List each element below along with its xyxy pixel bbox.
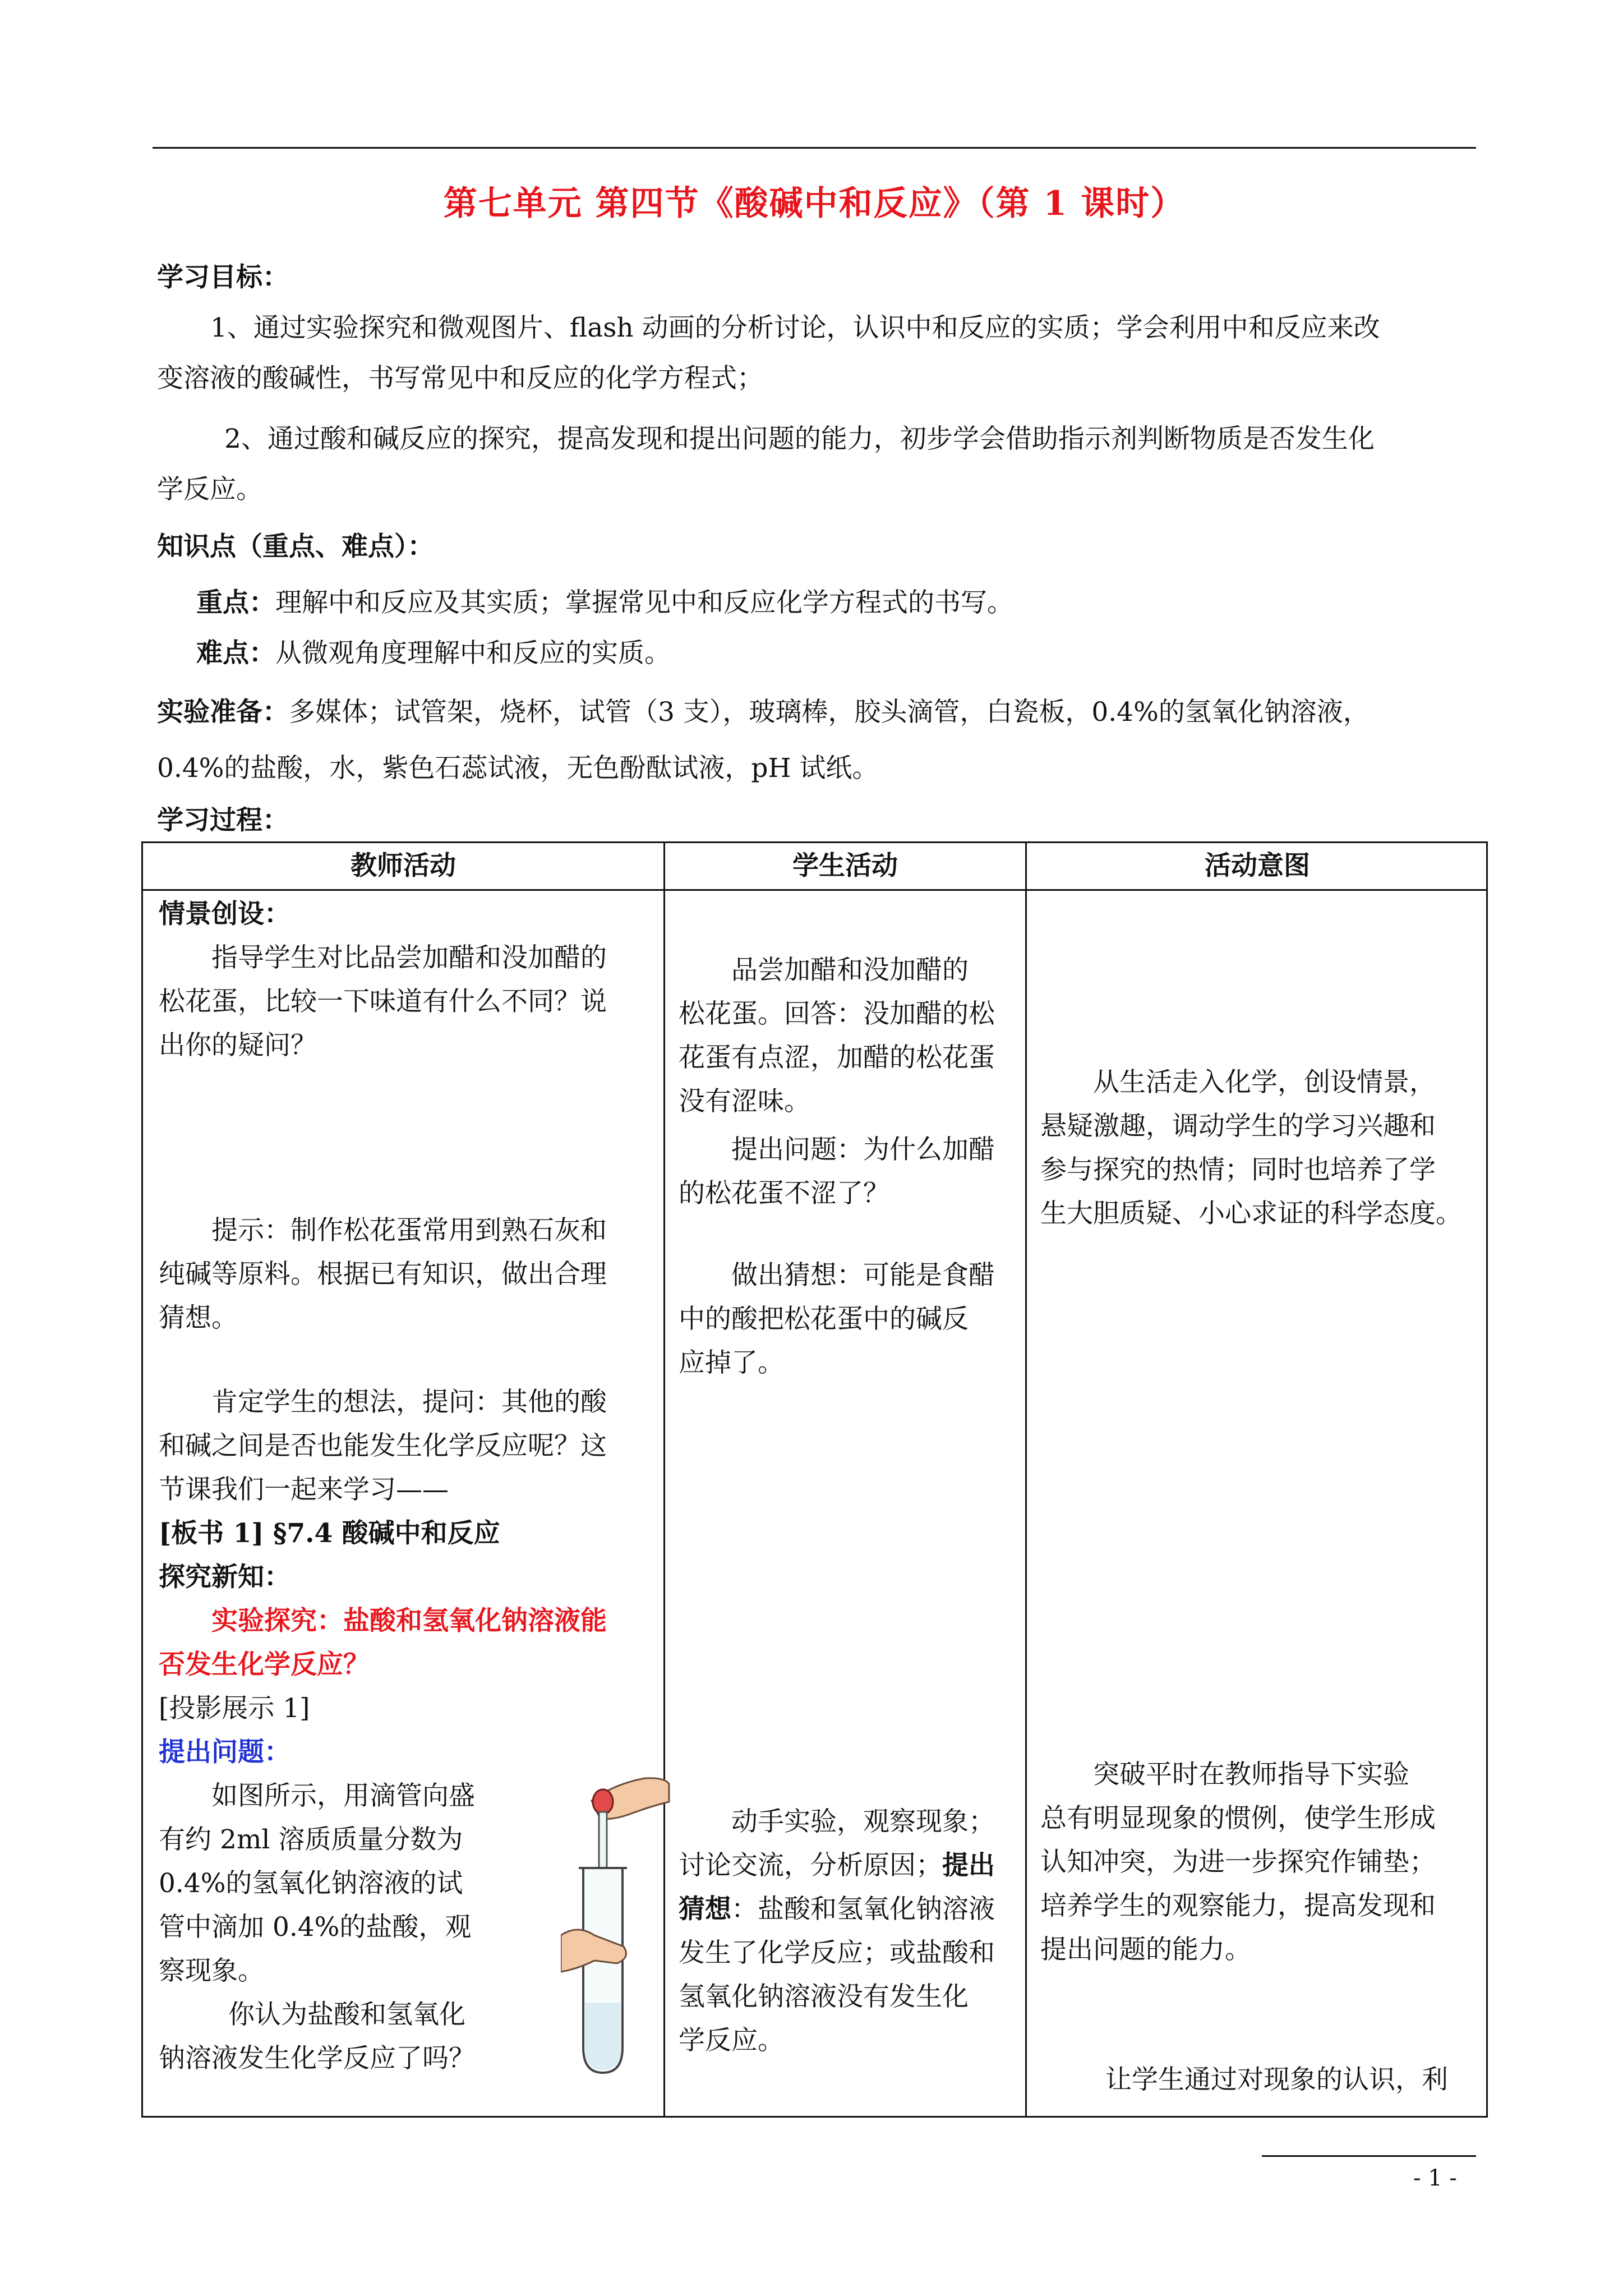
student-p4-l3b: ：盐酸和氢氧化钠溶液 <box>731 1894 995 1925</box>
student-p3-l3: 应掉了。 <box>679 1347 784 1378</box>
question2-l1: 你认为盐酸和氢氧化 <box>228 1999 465 2030</box>
header-intent: 活动意图 <box>1205 850 1310 881</box>
question-l4: 管中滴加 0.4%的盐酸，观 <box>159 1912 472 1943</box>
intent-p1-l1: 从生活走入化学，创设情景， <box>1093 1067 1436 1098</box>
process-table <box>141 841 1488 2118</box>
difficult-point-label: 难点： <box>196 638 275 669</box>
teacher-p1-l1: 指导学生对比品尝加醋和没加醋的 <box>211 942 607 973</box>
student-p4-l2 <box>679 1844 1021 1888</box>
teacher-p2-l2: 纯碱等原料。根据已有知识，做出合理 <box>159 1259 607 1290</box>
student-p1-l1: 品尝加醋和没加醋的 <box>731 955 969 986</box>
student-p4-l5: 氢氧化钠溶液没有发生化 <box>679 1981 969 2012</box>
prep-label: 实验准备： <box>157 697 289 728</box>
intent-p1-l4: 生大胆质疑、小心求证的科学态度。 <box>1040 1198 1462 1229</box>
question-l2: 有约 2ml 溶质质量分数为 <box>159 1824 463 1855</box>
intent-p3-l1: 让学生通过对现象的认识，利 <box>1105 2064 1448 2095</box>
teacher-p3-l1: 肯定学生的想法，提问：其他的酸 <box>211 1387 607 1418</box>
intent-p2-l3: 认知冲突，为进一步探究作铺垫； <box>1040 1847 1436 1878</box>
objective-1-line-1: 1、通过实验探究和微观图片、flash 动画的分析讨论，认识中和反应的实质；学会利用中和反应来改 <box>210 312 1380 343</box>
student-p4-l1: 动手实验，观察现象； <box>731 1806 995 1837</box>
student-p2-l2: 的松花蛋不涩了？ <box>679 1178 889 1209</box>
intent-p1-l2: 悬疑激趣，调动学生的学习兴趣和 <box>1040 1111 1436 1142</box>
objectives-heading: 学习目标： <box>157 262 289 293</box>
teacher-p1-l2: 松花蛋，比较一下味道有什么不同？说 <box>159 986 607 1017</box>
student-p4-l3a: 猜想 <box>679 1894 731 1925</box>
teacher-p2-l3: 猜想。 <box>159 1303 238 1333</box>
teacher-p3-l2: 和碱之间是否也能发生化学反应呢？这 <box>159 1430 607 1461</box>
header-rule <box>153 147 1476 149</box>
board-note: [板书 1] §7.4 酸碱中和反应 <box>159 1518 500 1549</box>
process-heading: 学习过程： <box>157 805 289 836</box>
question-l3: 0.4%的氢氧化钠溶液的试 <box>159 1868 463 1899</box>
header-teacher: 教师活动 <box>351 850 456 881</box>
question-l1: 如图所示，用滴管向盛 <box>211 1780 475 1811</box>
student-p4-l6: 学反应。 <box>679 2025 784 2056</box>
experiment-title-l1: 实验探究：盐酸和氢氧化钠溶液能 <box>211 1605 607 1636</box>
student-p3-l1: 做出猜想：可能是食醋 <box>731 1260 995 1291</box>
prep-text-1: 多媒体；试管架，烧杯，试管（3 支），玻璃棒，胶头滴管，白瓷板，0.4%的氢氧化钠溶液， <box>289 697 1370 728</box>
spacer <box>679 1216 1021 1254</box>
student-p1-l3: 花蛋有点涩，加醋的松花蛋 <box>679 1042 995 1073</box>
question2-l2: 钠溶液发生化学反应了吗？ <box>159 2043 475 2074</box>
intent-p2-l2: 总有明显现象的惯例，使学生形成 <box>1040 1803 1436 1834</box>
key-point <box>196 578 1013 628</box>
spacer <box>1040 1236 1483 1753</box>
teacher-p2-l1: 提示：制作松花蛋常用到熟石灰和 <box>211 1215 607 1246</box>
difficult-point-text: 从微观角度理解中和反应的实质。 <box>275 638 671 669</box>
spacer <box>159 1068 658 1209</box>
spacer <box>1040 1972 1483 2058</box>
footer-rule <box>1262 2155 1476 2157</box>
spacer <box>159 1340 658 1381</box>
question-heading: 提出问题： <box>159 1737 291 1768</box>
key-point-label: 重点： <box>196 587 275 618</box>
intent-p2-l4: 培养学生的观察能力，提高发现和 <box>1040 1890 1436 1921</box>
student-p1-l4: 没有涩味。 <box>679 1086 810 1117</box>
objective-1-line-2: 变溶液的酸碱性，书写常见中和反应的化学方程式； <box>157 363 763 394</box>
explore-heading: 探究新知： <box>159 1562 291 1593</box>
table-divider-2 <box>1025 843 1027 2116</box>
difficult-point <box>196 628 671 679</box>
page-title: 第七单元 第四节《酸碱中和反应》（第 1 课时） <box>443 184 1186 223</box>
key-point-text: 理解中和反应及其实质；掌握常见中和反应化学方程式的书写。 <box>275 587 1013 618</box>
teacher-p1-l3: 出你的疑问？ <box>159 1030 317 1061</box>
projection-note: [投影展示 1] <box>159 1693 310 1724</box>
intent-p2-l1: 突破平时在教师指导下实验 <box>1093 1759 1409 1790</box>
prep-line-1 <box>157 687 1370 738</box>
spacer <box>679 1124 1021 1128</box>
page-number: - 1 - <box>1413 2165 1457 2191</box>
objective-2-line-2: 学反应。 <box>157 474 262 505</box>
teacher-p3-l3: 节课我们一起来学习—— <box>159 1474 449 1505</box>
question-l5: 察现象。 <box>159 1955 264 1986</box>
spacer <box>679 1385 1021 1800</box>
intent-column <box>1040 1061 1483 2102</box>
test-tube-dropper-illustration <box>561 1767 670 2081</box>
student-p4-l2b: 提出 <box>942 1850 995 1881</box>
table-header-rule <box>143 889 1486 891</box>
experiment-title-l2: 否发生化学反应？ <box>159 1649 370 1680</box>
student-p1-l2: 松花蛋。回答：没加醋的松 <box>679 999 995 1029</box>
intent-p2-l5: 提出问题的能力。 <box>1040 1934 1251 1965</box>
intent-p1-l3: 参与探究的热情；同时也培养了学 <box>1040 1154 1436 1185</box>
scene-heading: 情景创设： <box>159 899 291 930</box>
knowledge-heading: 知识点（重点、难点）： <box>157 531 434 562</box>
objective-2-line-1: 2、通过酸和碱反应的探究，提高发现和提出问题的能力，初步学会借助指示剂判断物质是否发生化 <box>224 424 1375 454</box>
student-p3-l2: 中的酸把松花蛋中的碱反 <box>679 1304 969 1335</box>
student-column <box>679 949 1021 2063</box>
prep-line-2: 0.4%的盐酸，水，紫色石蕊试液，无色酚酞试液，pH 试纸。 <box>157 753 879 784</box>
student-p4-l3 <box>679 1888 1021 1931</box>
student-p4-l2a: 讨论交流，分析原因； <box>679 1850 942 1881</box>
header-student: 学生活动 <box>792 850 898 881</box>
student-p4-l4: 发生了化学反应；或盐酸和 <box>679 1938 995 1968</box>
student-p2-l1: 提出问题：为什么加醋 <box>731 1134 995 1165</box>
